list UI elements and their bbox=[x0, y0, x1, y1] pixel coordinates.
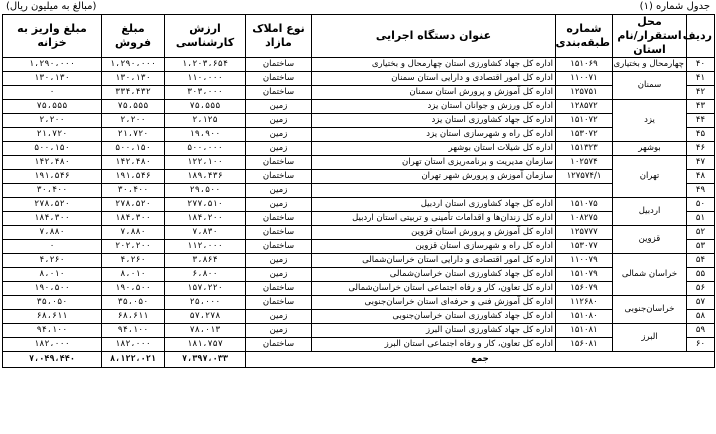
table-row bbox=[3, 142, 715, 156]
property-type: ساختمان bbox=[246, 296, 312, 310]
sale-amount: ۱،۲۹۰،۰۰۰ bbox=[102, 58, 165, 72]
org-name bbox=[312, 184, 556, 198]
classification-code: ۱۱۰۰۷۱ bbox=[556, 72, 613, 86]
row-number: ۴۶ bbox=[687, 142, 715, 156]
location-cell: تهران bbox=[613, 156, 687, 198]
row-number: ۴۰ bbox=[687, 58, 715, 72]
org-name: اداره کل جهاد کشاورزی استان یزد bbox=[312, 114, 556, 128]
table-row bbox=[3, 170, 715, 184]
expert-value: ۳۰۳،۰۰۰ bbox=[165, 86, 246, 100]
classification-code: ۱۲۵۷۷۷ bbox=[556, 226, 613, 240]
header-code: شماره طبقه‌بندی bbox=[556, 15, 613, 58]
header-row-number: ردیف bbox=[687, 15, 715, 58]
sale-amount: ۱۹۰،۵۰۰ bbox=[102, 282, 165, 296]
property-type: زمین bbox=[246, 198, 312, 212]
row-number: ۴۴ bbox=[687, 114, 715, 128]
total-expert: ۷،۳۹۷،۰۳۳ bbox=[165, 352, 246, 368]
row-number: ۵۶ bbox=[687, 282, 715, 296]
sale-amount: ۶۸،۶۱۱ bbox=[102, 310, 165, 324]
classification-code: ۱۲۷۵۷۴/۱ bbox=[556, 170, 613, 184]
sale-amount: ۲۷۸،۵۲۰ bbox=[102, 198, 165, 212]
row-number: ۴۳ bbox=[687, 100, 715, 114]
table-row bbox=[3, 310, 715, 324]
sale-amount: ۱۳۰،۱۳۰ bbox=[102, 72, 165, 86]
row-number: ۴۸ bbox=[687, 170, 715, 184]
sale-amount: ۱۹۱،۵۴۶ bbox=[102, 170, 165, 184]
sale-amount: ۱۸۴،۳۰۰ bbox=[102, 212, 165, 226]
classification-code: ۱۵۶۰۷۹ bbox=[556, 282, 613, 296]
treasury-amount: ۵۰۰،۱۵۰ bbox=[3, 142, 102, 156]
classification-code: ۱۵۱۰۷۵ bbox=[556, 198, 613, 212]
sale-amount: ۵۰۰،۱۵۰ bbox=[102, 142, 165, 156]
table-row bbox=[3, 240, 715, 254]
table-row bbox=[3, 324, 715, 338]
location-cell: سمنان bbox=[613, 72, 687, 100]
table-row bbox=[3, 212, 715, 226]
property-type: ساختمان bbox=[246, 282, 312, 296]
property-type: ساختمان bbox=[246, 212, 312, 226]
org-name: اداره کل آموزش فنی و حرفه‌ای استان خراسان‌جنوبی bbox=[312, 296, 556, 310]
row-number: ۵۷ bbox=[687, 296, 715, 310]
row-number: ۶۰ bbox=[687, 338, 715, 352]
row-number: ۴۹ bbox=[687, 184, 715, 198]
assets-table bbox=[2, 14, 715, 368]
table-row bbox=[3, 338, 715, 352]
property-type: ساختمان bbox=[246, 156, 312, 170]
expert-value: ۱۱۲،۰۰۰ bbox=[165, 240, 246, 254]
expert-value: ۱۸۹،۴۳۶ bbox=[165, 170, 246, 184]
property-type: ساختمان bbox=[246, 86, 312, 100]
property-type: زمین bbox=[246, 268, 312, 282]
header-treasury: مبلغ واریز به خزانه bbox=[3, 15, 102, 58]
expert-value: ۱۸۴،۲۰۰ bbox=[165, 212, 246, 226]
classification-code: ۱۵۱۰۸۰ bbox=[556, 310, 613, 324]
property-type: ساختمان bbox=[246, 338, 312, 352]
property-type: زمین bbox=[246, 310, 312, 324]
location-cell: اردبیل bbox=[613, 198, 687, 226]
row-number: ۵۴ bbox=[687, 254, 715, 268]
treasury-amount: ۱۴۲،۴۸۰ bbox=[3, 156, 102, 170]
row-number: ۴۱ bbox=[687, 72, 715, 86]
classification-code bbox=[556, 184, 613, 198]
header-property: نوع املاک مازاد bbox=[246, 15, 312, 58]
sale-amount: ۲،۲۰۰ bbox=[102, 114, 165, 128]
org-name: اداره کل جهاد کشاورزی استان البرز bbox=[312, 324, 556, 338]
property-type: زمین bbox=[246, 100, 312, 114]
classification-code: ۱۵۱۰۷۹ bbox=[556, 268, 613, 282]
table-title: جدول شماره (۱) bbox=[639, 1, 710, 12]
table-row bbox=[3, 184, 715, 198]
sale-amount: ۲۱،۷۲۰ bbox=[102, 128, 165, 142]
location-cell: خراسان شمالی bbox=[613, 254, 687, 296]
treasury-amount: ۱۸۴،۳۰۰ bbox=[3, 212, 102, 226]
treasury-amount: ۳۰،۴۰۰ bbox=[3, 184, 102, 198]
org-name: اداره کل آموزش و پرورش استان قزوین bbox=[312, 226, 556, 240]
org-name: اداره کل ورزش و جوانان استان یزد bbox=[312, 100, 556, 114]
location-cell: البرز bbox=[613, 324, 687, 352]
org-name: سازمان مدیریت و برنامه‌ریزی استان تهران bbox=[312, 156, 556, 170]
org-name: اداره کل راه و شهرسازی استان یزد bbox=[312, 128, 556, 142]
property-type: ساختمان bbox=[246, 226, 312, 240]
org-name: اداره کل جهاد کشاورزی استان چهارمحال و بختیاری bbox=[312, 58, 556, 72]
org-name: سازمان آموزش و پرورش شهر تهران bbox=[312, 170, 556, 184]
table-row bbox=[3, 198, 715, 212]
sale-amount: ۹۴،۱۰۰ bbox=[102, 324, 165, 338]
table-row bbox=[3, 114, 715, 128]
expert-value: ۱۸۱،۷۵۷ bbox=[165, 338, 246, 352]
treasury-amount: ۰ bbox=[3, 86, 102, 100]
classification-code: ۱۱۲۶۸۰ bbox=[556, 296, 613, 310]
treasury-amount: ۷۵،۵۵۵ bbox=[3, 100, 102, 114]
row-number: ۴۷ bbox=[687, 156, 715, 170]
property-type: ساختمان bbox=[246, 58, 312, 72]
classification-code: ۱۰۲۵۷۴ bbox=[556, 156, 613, 170]
treasury-amount: ۴،۲۶۰ bbox=[3, 254, 102, 268]
location-cell: خراسان‌جنوبی bbox=[613, 296, 687, 324]
org-name: اداره کل جهاد کشاورزی استان اردبیل bbox=[312, 198, 556, 212]
total-label: جمع bbox=[246, 352, 715, 368]
property-type: ساختمان bbox=[246, 170, 312, 184]
row-number: ۴۵ bbox=[687, 128, 715, 142]
header-location: محل استقرار/نام استان bbox=[613, 15, 687, 58]
property-type: زمین bbox=[246, 324, 312, 338]
property-type: زمین bbox=[246, 128, 312, 142]
treasury-amount: ۹۴،۱۰۰ bbox=[3, 324, 102, 338]
treasury-amount: ۱۸۲،۰۰۰ bbox=[3, 338, 102, 352]
treasury-amount: ۱۳۰،۱۳۰ bbox=[3, 72, 102, 86]
total-sale: ۸،۱۲۲،۰۲۱ bbox=[102, 352, 165, 368]
expert-value: ۷۵،۵۵۵ bbox=[165, 100, 246, 114]
table-row bbox=[3, 268, 715, 282]
row-number: ۵۱ bbox=[687, 212, 715, 226]
sale-amount: ۱۴۲،۴۸۰ bbox=[102, 156, 165, 170]
sale-amount: ۷،۸۸۰ bbox=[102, 226, 165, 240]
sale-amount: ۸،۰۱۰ bbox=[102, 268, 165, 282]
unit-note: (مبالغ به میلیون ریال) bbox=[6, 1, 97, 12]
table-row bbox=[3, 254, 715, 268]
classification-code: ۱۲۵۷۵۱ bbox=[556, 86, 613, 100]
treasury-amount: ۸،۰۱۰ bbox=[3, 268, 102, 282]
expert-value: ۲۵،۰۰۰ bbox=[165, 296, 246, 310]
treasury-amount: ۰ bbox=[3, 240, 102, 254]
classification-code: ۱۵۳۰۷۲ bbox=[556, 128, 613, 142]
classification-code: ۱۵۱۰۶۹ bbox=[556, 58, 613, 72]
treasury-amount: ۲۱،۷۲۰ bbox=[3, 128, 102, 142]
sale-amount: ۲۰۲،۲۰۰ bbox=[102, 240, 165, 254]
org-name: اداره کل جهاد کشاورزی استان خراسان‌جنوبی bbox=[312, 310, 556, 324]
expert-value: ۶،۸۰۰ bbox=[165, 268, 246, 282]
location-cell: چهارمحال و بختیاری bbox=[613, 58, 687, 72]
expert-value: ۱،۲۰۳،۶۵۴ bbox=[165, 58, 246, 72]
sale-amount: ۴،۲۶۰ bbox=[102, 254, 165, 268]
treasury-amount: ۲۷۸،۵۲۰ bbox=[3, 198, 102, 212]
location-cell: یزد bbox=[613, 100, 687, 142]
org-name: اداره کل تعاون، کار و رفاه اجتماعی استان البرز bbox=[312, 338, 556, 352]
table-row bbox=[3, 296, 715, 310]
expert-value: ۱۲۲،۱۰۰ bbox=[165, 156, 246, 170]
expert-value: ۷۸،۰۱۳ bbox=[165, 324, 246, 338]
org-name: اداره کل آموزش و پرورش استان سمنان bbox=[312, 86, 556, 100]
header-sale: مبلغ فروش bbox=[102, 15, 165, 58]
classification-code: ۱۵۳۰۷۷ bbox=[556, 240, 613, 254]
table-row bbox=[3, 282, 715, 296]
row-number: ۵۹ bbox=[687, 324, 715, 338]
table-body bbox=[3, 58, 715, 352]
table-row bbox=[3, 86, 715, 100]
header-org: عنوان دستگاه اجرایی bbox=[312, 15, 556, 58]
row-number: ۵۲ bbox=[687, 226, 715, 240]
org-name: اداره کل شیلات استان بوشهر bbox=[312, 142, 556, 156]
property-type: زمین bbox=[246, 114, 312, 128]
table-row bbox=[3, 72, 715, 86]
sale-amount: ۷۵،۵۵۵ bbox=[102, 100, 165, 114]
row-number: ۴۲ bbox=[687, 86, 715, 100]
location-cell: بوشهر bbox=[613, 142, 687, 156]
treasury-amount: ۱،۲۹۰،۰۰۰ bbox=[3, 58, 102, 72]
treasury-amount: ۷،۸۸۰ bbox=[3, 226, 102, 240]
expert-value: ۱۵۷،۲۲۰ bbox=[165, 282, 246, 296]
classification-code: ۱۵۱۰۸۱ bbox=[556, 324, 613, 338]
sale-amount: ۳۵،۰۵۰ bbox=[102, 296, 165, 310]
sale-amount: ۳۳۴،۴۳۲ bbox=[102, 86, 165, 100]
classification-code: ۱۵۱۳۲۳ bbox=[556, 142, 613, 156]
classification-code: ۱۵۱۰۷۲ bbox=[556, 114, 613, 128]
table-row bbox=[3, 226, 715, 240]
classification-code: ۱۰۸۲۷۵ bbox=[556, 212, 613, 226]
org-name: اداره کل تعاون، کار و رفاه اجتماعی استان خراسان‌شمالی bbox=[312, 282, 556, 296]
row-number: ۵۰ bbox=[687, 198, 715, 212]
row-number: ۵۳ bbox=[687, 240, 715, 254]
expert-value: ۲۹،۵۰۰ bbox=[165, 184, 246, 198]
org-name: اداره کل زندان‌ها و اقدامات تأمینی و تربیتی استان اردبیل bbox=[312, 212, 556, 226]
property-type: زمین bbox=[246, 254, 312, 268]
expert-value: ۲،۱۲۵ bbox=[165, 114, 246, 128]
org-name: اداره کل جهاد کشاورزی استان خراسان‌شمالی bbox=[312, 268, 556, 282]
location-cell: قزوین bbox=[613, 226, 687, 254]
sale-amount: ۳۰،۴۰۰ bbox=[102, 184, 165, 198]
expert-value: ۵۷،۲۷۸ bbox=[165, 310, 246, 324]
expert-value: ۵۰۰،۰۰۰ bbox=[165, 142, 246, 156]
expert-value: ۱۹،۹۰۰ bbox=[165, 128, 246, 142]
classification-code: ۱۲۸۵۷۲ bbox=[556, 100, 613, 114]
org-name: اداره کل امور اقتصادی و دارایی استان سمنان bbox=[312, 72, 556, 86]
expert-value: ۲۷۷،۵۱۰ bbox=[165, 198, 246, 212]
expert-value: ۱۱۰،۰۰۰ bbox=[165, 72, 246, 86]
row-number: ۵۵ bbox=[687, 268, 715, 282]
table-row bbox=[3, 128, 715, 142]
treasury-amount: ۶۸،۶۱۱ bbox=[3, 310, 102, 324]
treasury-amount: ۲،۲۰۰ bbox=[3, 114, 102, 128]
classification-code: ۱۱۰۰۷۹ bbox=[556, 254, 613, 268]
table-row bbox=[3, 58, 715, 72]
treasury-amount: ۱۹۰،۵۰۰ bbox=[3, 282, 102, 296]
property-type: ساختمان bbox=[246, 240, 312, 254]
header-row bbox=[3, 15, 715, 58]
sale-amount: ۱۸۲،۰۰۰ bbox=[102, 338, 165, 352]
property-type: زمین bbox=[246, 142, 312, 156]
classification-code: ۱۵۶۰۸۱ bbox=[556, 338, 613, 352]
table-row bbox=[3, 156, 715, 170]
table-row bbox=[3, 100, 715, 114]
property-type: زمین bbox=[246, 184, 312, 198]
row-number: ۵۸ bbox=[687, 310, 715, 324]
total-treasury: ۷،۰۴۹،۴۴۰ bbox=[3, 352, 102, 368]
treasury-amount: ۱۹۱،۵۴۶ bbox=[3, 170, 102, 184]
expert-value: ۳،۸۶۴ bbox=[165, 254, 246, 268]
treasury-amount: ۳۵،۰۵۰ bbox=[3, 296, 102, 310]
expert-value: ۷،۸۳۰ bbox=[165, 226, 246, 240]
header-expert: ارزش کارشناسی bbox=[165, 15, 246, 58]
org-name: اداره کل امور اقتصادی و دارایی استان خراسان‌شمالی bbox=[312, 254, 556, 268]
property-type: ساختمان bbox=[246, 72, 312, 86]
total-row bbox=[3, 352, 715, 368]
org-name: اداره کل راه و شهرسازی استان قزوین bbox=[312, 240, 556, 254]
